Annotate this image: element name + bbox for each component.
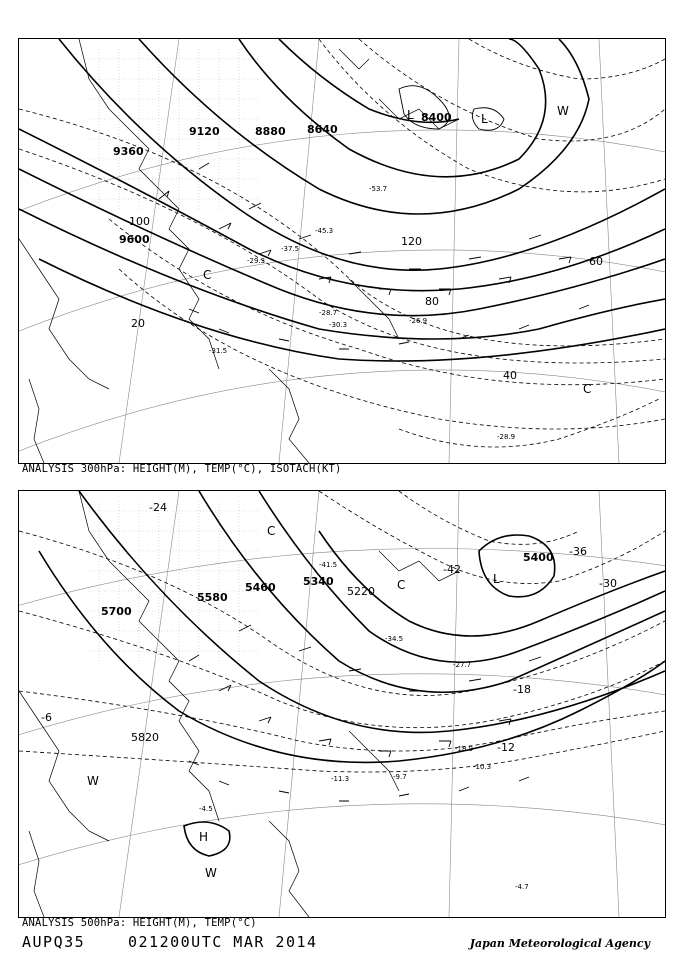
height-label-5460: 5460: [245, 581, 276, 594]
temp-label: -28.9: [497, 433, 516, 441]
height-label-5400: 5400: [523, 551, 554, 564]
map-300hpa: [18, 38, 666, 464]
temp-label: -28.7: [319, 309, 338, 317]
isotachs: [19, 39, 665, 447]
low-pressure-symbol: L: [407, 108, 414, 122]
isotherm-label: -42: [443, 563, 461, 576]
cold-symbol: C: [203, 268, 212, 282]
temp-label: -53.7: [369, 185, 388, 193]
isotherm-label: -24: [149, 501, 167, 514]
height-label-8400: 8400: [421, 111, 452, 124]
temp-label: -37.5: [281, 245, 300, 253]
station-label: -11.3: [331, 775, 350, 783]
isotach-label-80: 80: [425, 295, 439, 308]
isotherm-label: -12: [497, 741, 515, 754]
station-label: -41.5: [319, 561, 338, 569]
height-label-8880: 8880: [255, 125, 286, 138]
isotach-label-60: 60: [589, 255, 603, 268]
height-label-9360: 9360: [113, 145, 144, 158]
station-label: -18.9: [455, 745, 474, 753]
wind-barbs: [189, 625, 541, 801]
height-label-5580: 5580: [197, 591, 228, 604]
cold-symbol: C: [397, 578, 406, 592]
height-label-8640: 8640: [307, 123, 338, 136]
agency-name: Japan Meteorological Agency: [469, 937, 650, 950]
low-pressure-symbol: L: [481, 112, 488, 126]
map-500hpa: [18, 490, 666, 918]
height-label-9120: 9120: [189, 125, 220, 138]
height-label-5700: 5700: [101, 605, 132, 618]
station-label: -10.3: [473, 763, 492, 771]
height-label-5820: 5820: [131, 731, 159, 744]
map-300hpa-canvas: [19, 39, 665, 463]
height-label-5220: 5220: [347, 585, 375, 598]
station-label: -4.7: [515, 883, 529, 891]
map-500hpa-canvas: [19, 491, 665, 917]
temp-label: -31.5: [209, 347, 228, 355]
isotach-label-40: 40: [503, 369, 517, 382]
height-contours: [19, 39, 665, 361]
isotach-label-120: 120: [401, 235, 422, 248]
height-label-5340: 5340: [303, 575, 334, 588]
low-pressure-symbol: L: [493, 572, 500, 586]
isotherm-label: -36: [569, 545, 587, 558]
warm-symbol: W: [557, 104, 569, 118]
station-label: -9.7: [393, 773, 407, 781]
high-pressure-symbol: H: [199, 830, 209, 844]
isotach-label-20: 20: [131, 317, 145, 330]
isotherm-label: -6: [41, 711, 52, 724]
warm-symbol: W: [205, 866, 217, 880]
coastlines: [19, 491, 459, 917]
cold-symbol: C: [583, 382, 592, 396]
station-label: -4.5: [199, 805, 213, 813]
valid-time: 021200UTC MAR 2014: [128, 933, 318, 951]
cold-symbol: C: [267, 524, 276, 538]
caption-500hpa: ANALYSIS 500hPa: HEIGHT(M), TEMP(°C): [22, 917, 257, 929]
isotherm-label: -18: [513, 683, 531, 696]
temp-label: -29.3: [247, 257, 266, 265]
station-label: -27.7: [453, 661, 472, 669]
caption-300hpa: ANALYSIS 300hPa: HEIGHT(M), TEMP(°C), ISOTACH(KT): [22, 463, 342, 475]
chart-code: AUPQ35: [22, 933, 86, 951]
temp-label: -30.3: [329, 321, 348, 329]
temp-label: -26.9: [409, 317, 428, 325]
temp-label: -45.3: [315, 227, 334, 235]
isotherm-label: -30: [599, 577, 617, 590]
station-label: -34.5: [385, 635, 404, 643]
height-label-9600: 9600: [119, 233, 150, 246]
isotach-label-100: 100: [129, 215, 150, 228]
warm-symbol: W: [87, 774, 99, 788]
